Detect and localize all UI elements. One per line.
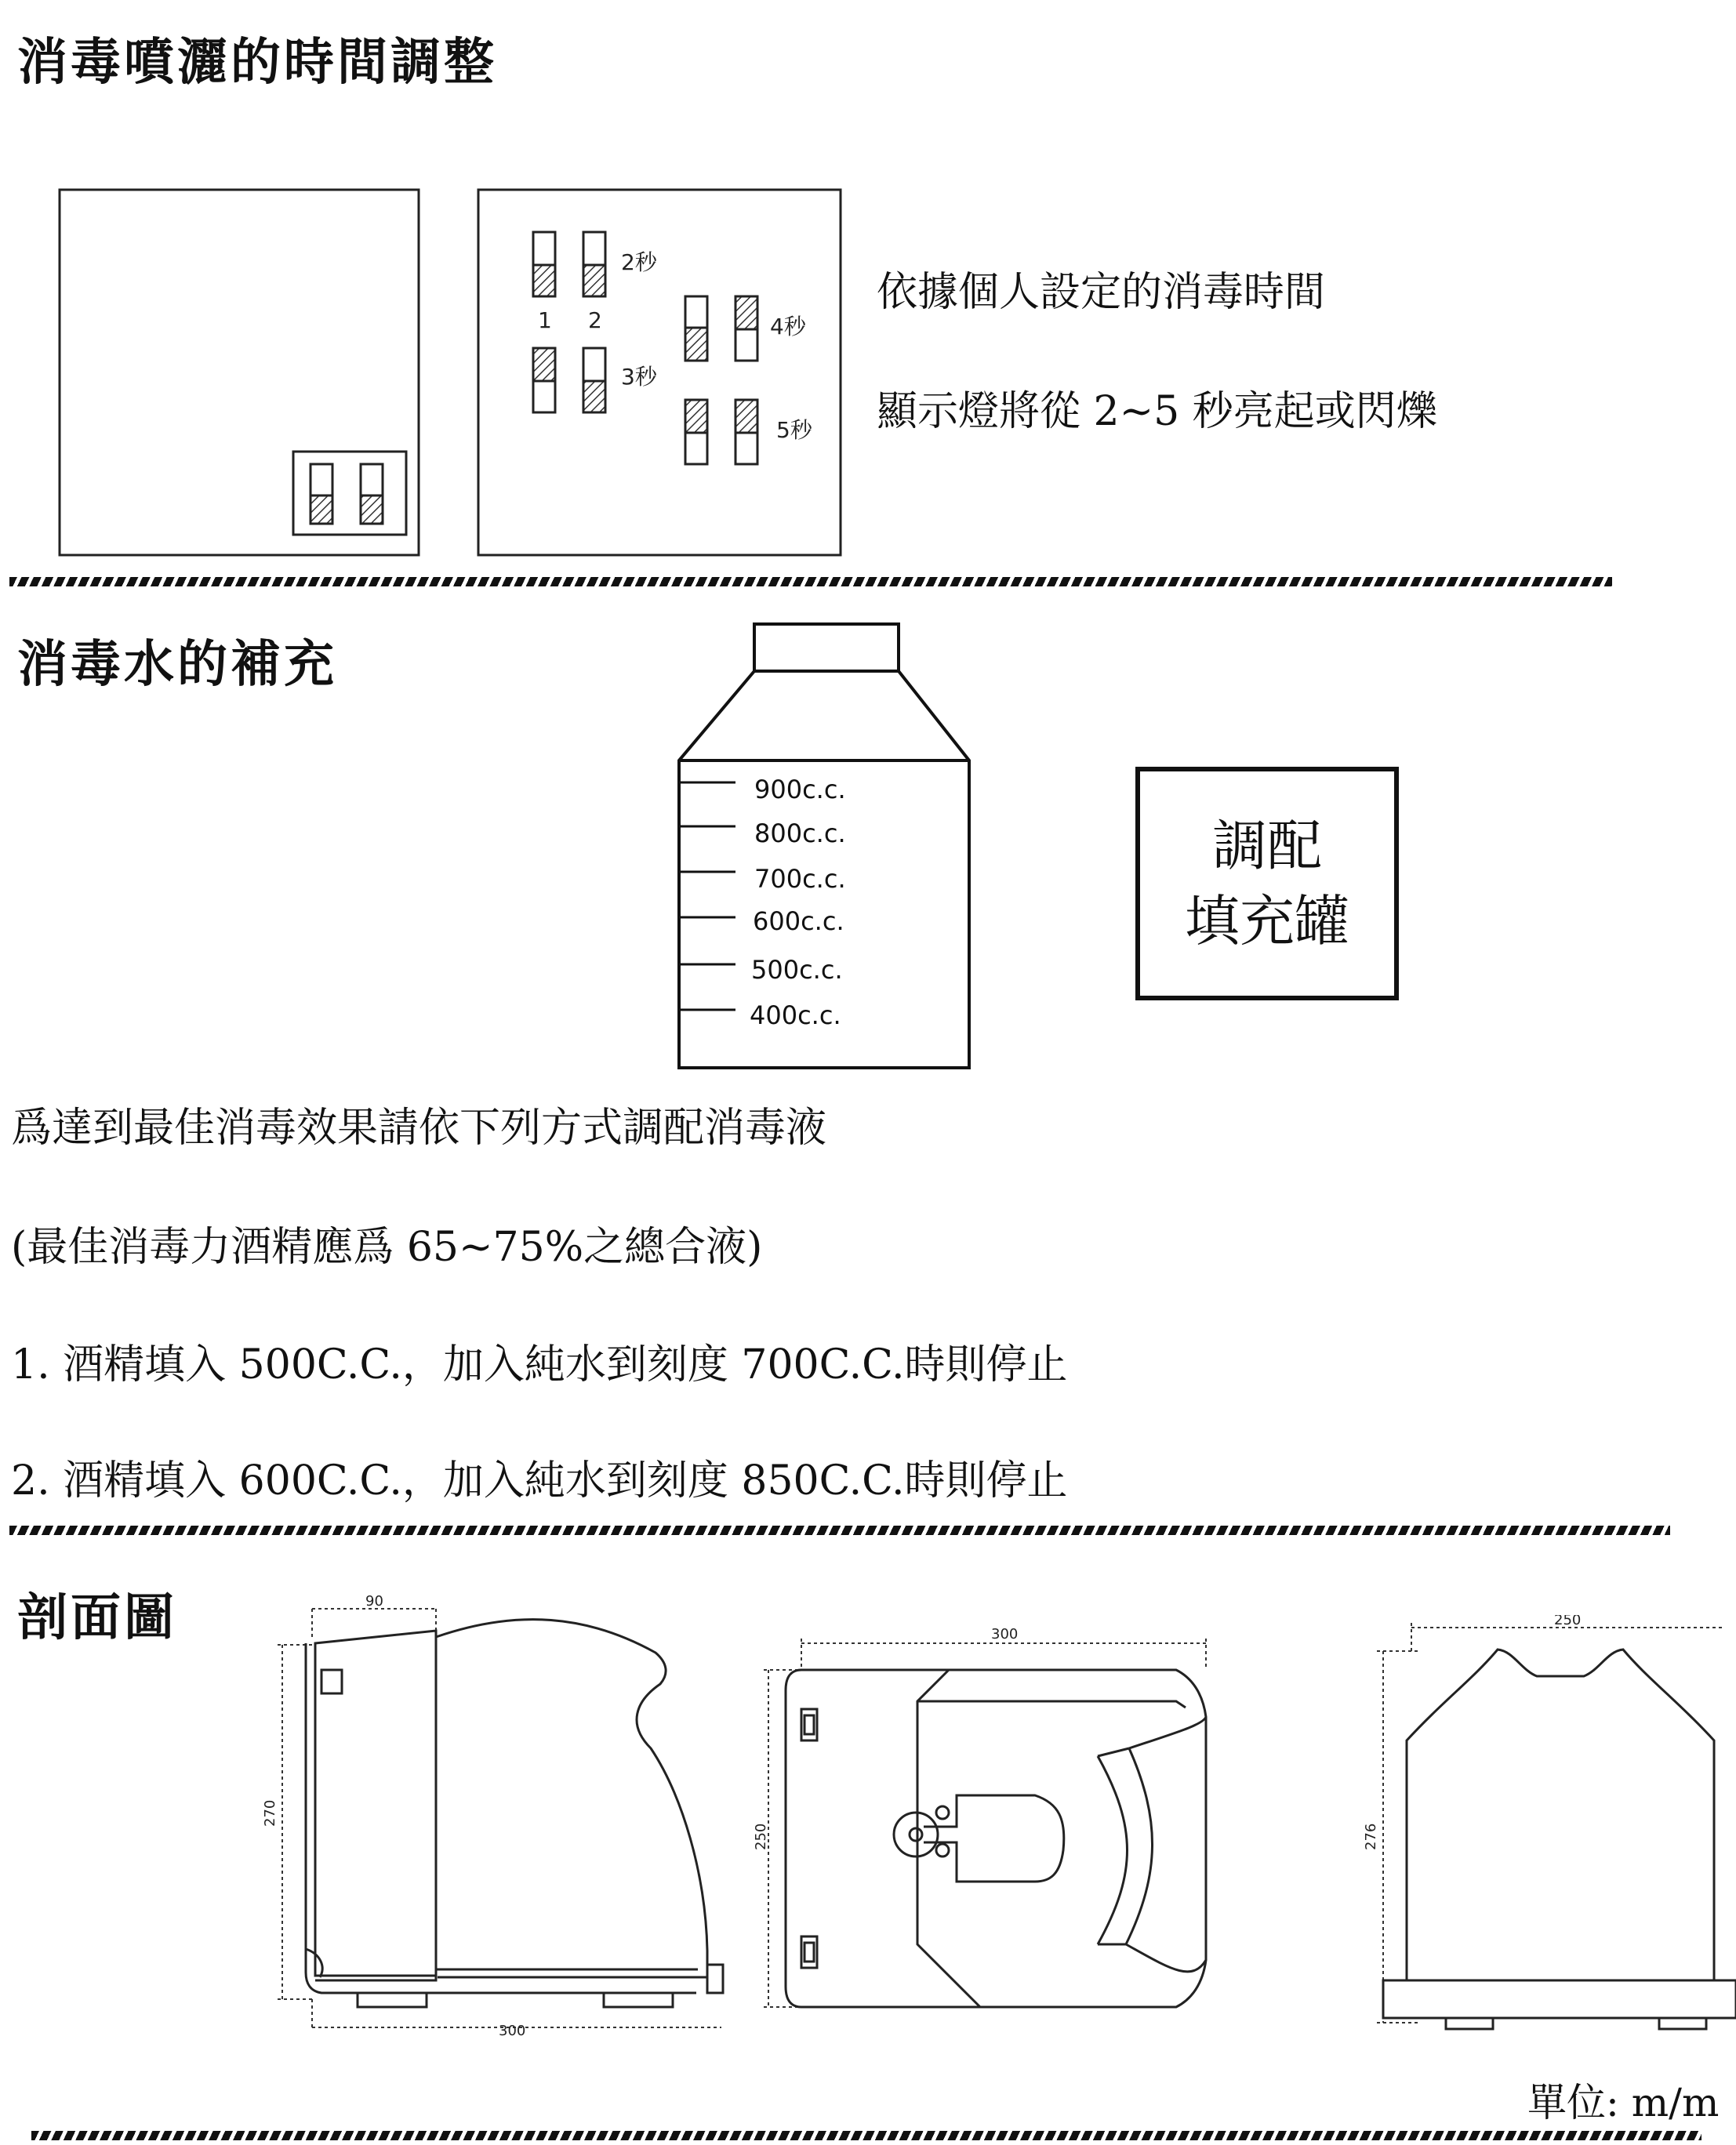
slot-number-1: 1	[538, 307, 552, 333]
mixing-instruction-note: (最佳消毒力酒精應爲 65~75%之總合液)	[11, 1224, 763, 1271]
front-width-dimension: 250	[1554, 1615, 1582, 1628]
top-height-dimension: 250	[753, 1823, 769, 1850]
slot-number-2: 2	[588, 307, 602, 333]
section-title-cross-section: 剖面圖	[17, 1589, 177, 1647]
device-panel-illustration	[58, 188, 420, 557]
mixing-step-1: 1. 酒精填入 500C.C.，加入純水到刻度 700C.C.時則停止	[11, 1341, 1068, 1388]
bottle-mark-500: 500c.c.	[751, 955, 843, 985]
front-height-dimension: 276	[1363, 1823, 1379, 1850]
side-top-dimension: 90	[365, 1593, 383, 1610]
timing-label-2s: 2秒	[621, 249, 657, 275]
indicator-2-seconds	[533, 232, 605, 296]
timing-label-3s: 3秒	[621, 364, 657, 390]
timing-label-4s: 4秒	[770, 314, 806, 339]
section-title-spray-timing: 消毒噴灑的時間調整	[17, 34, 497, 92]
indicator-3-seconds	[533, 348, 605, 412]
indicator-5-seconds	[685, 400, 757, 464]
bottle-mark-800: 800c.c.	[754, 818, 846, 848]
indicator-pair	[311, 464, 383, 524]
measuring-bottle-illustration	[674, 621, 980, 1072]
indicator-4-seconds	[685, 296, 757, 361]
mixing-step-2: 2. 酒精填入 600C.C.，加入純水到刻度 850C.C.時則停止	[11, 1457, 1068, 1504]
refill-panel-line2: 填充罐	[1185, 889, 1349, 953]
section-divider-3	[31, 2131, 1701, 2140]
bottle-mark-700: 700c.c.	[754, 864, 846, 894]
bottle-mark-900: 900c.c.	[754, 775, 846, 804]
side-height-dimension: 270	[262, 1799, 278, 1827]
side-bottom-dimension: 300	[499, 2023, 526, 2039]
timing-description-line1: 依據個人設定的消毒時間	[877, 269, 1326, 316]
section-divider-1	[9, 577, 1612, 586]
cross-section-front-view	[1349, 1615, 1736, 2038]
cross-section-side-view	[259, 1592, 745, 2046]
section-divider-2	[9, 1526, 1670, 1535]
bottle-mark-400: 400c.c.	[750, 1000, 841, 1030]
top-width-dimension: 300	[991, 1626, 1019, 1642]
timing-description-line2: 顯示燈將從 2~5 秒亮起或閃爍	[877, 388, 1437, 435]
refill-tank-panel	[1135, 767, 1399, 1000]
unit-label: 單位: m/m	[1527, 2080, 1720, 2125]
bottle-mark-600: 600c.c.	[753, 906, 844, 936]
timing-indicator-panel	[477, 188, 842, 557]
timing-label-5s: 5秒	[776, 417, 812, 443]
refill-panel-line1: 調配	[1212, 814, 1322, 878]
cross-section-top-view	[753, 1615, 1223, 2023]
mixing-instruction-intro: 爲達到最佳消毒效果請依下列方式調配消毒液	[11, 1105, 827, 1152]
section-title-refill: 消毒水的補充	[17, 636, 337, 694]
